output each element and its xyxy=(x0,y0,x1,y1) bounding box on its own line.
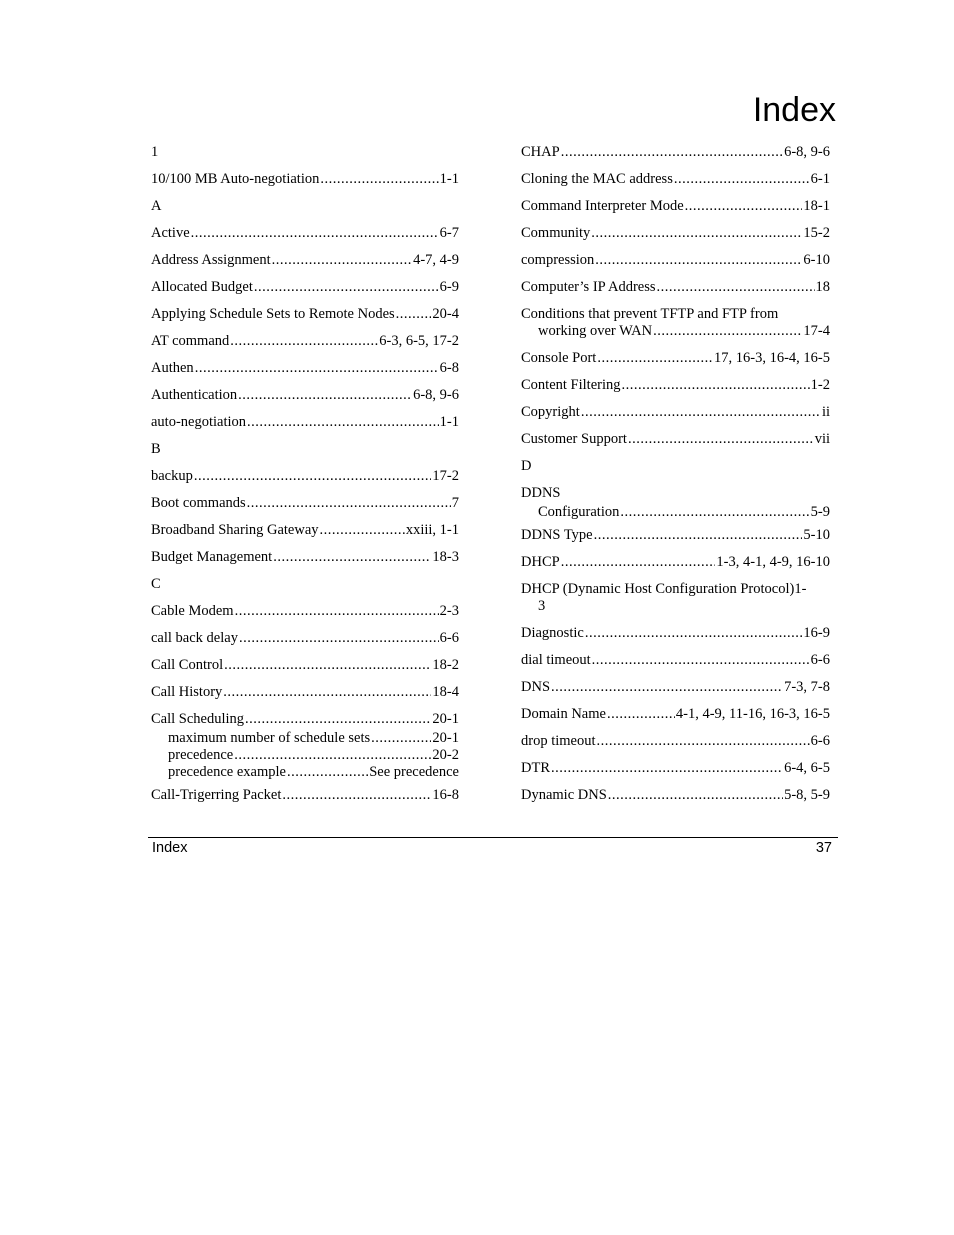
entry-pages: 1-3, 4-1, 4-9, 16-10 xyxy=(716,554,830,570)
entry-pages: 18-1 xyxy=(803,198,830,214)
index-entry xyxy=(521,679,830,696)
entry-term: Boot commands xyxy=(151,495,246,511)
index-entry xyxy=(521,733,830,750)
index-column-left xyxy=(151,144,459,814)
entry-pages: 20-1 xyxy=(432,730,459,746)
entry-term-continued: 3 xyxy=(538,598,546,614)
index-entry xyxy=(151,495,459,512)
footer-label: Index xyxy=(152,840,188,856)
dot-leader xyxy=(551,679,783,696)
entry-pages: 4-7, 4-9 xyxy=(413,252,459,268)
entry-pages: 18-2 xyxy=(432,657,459,673)
section-letter: 1 xyxy=(151,144,159,160)
entry-term: auto-negotiation xyxy=(151,414,247,430)
entry-term: Diagnostic xyxy=(521,625,584,641)
index-entry xyxy=(151,630,459,647)
index-entry xyxy=(151,414,459,431)
page-number: 37 xyxy=(815,840,832,856)
dot-leader xyxy=(597,350,713,367)
index-entry xyxy=(151,549,459,566)
entry-pages: 20-2 xyxy=(432,747,459,763)
entry-term: maximum number of schedule sets xyxy=(168,730,371,746)
entry-term: precedence example xyxy=(168,764,286,780)
index-entry xyxy=(521,404,830,421)
dot-leader xyxy=(371,730,431,747)
entry-term: AT command xyxy=(151,333,230,349)
dot-leader xyxy=(551,760,783,777)
index-entry xyxy=(151,603,459,620)
dot-leader xyxy=(591,225,802,242)
entry-term: compression xyxy=(521,252,595,268)
entry-pages: 6-6 xyxy=(810,652,830,668)
entry-term: 10/100 MB Auto-negotiation xyxy=(151,171,320,187)
entry-pages: 15-2 xyxy=(803,225,830,241)
entry-pages: 18-3 xyxy=(432,549,459,565)
entry-pages: 16-9 xyxy=(803,625,830,641)
section-letter: D xyxy=(521,458,532,474)
entry-pages: 18-4 xyxy=(432,684,459,700)
entry-term: Active xyxy=(151,225,190,241)
index-entry xyxy=(151,657,459,674)
section-letter: B xyxy=(151,441,161,457)
dot-leader xyxy=(561,144,783,161)
index-subentry xyxy=(151,730,459,747)
dot-leader xyxy=(620,504,809,521)
index-entry xyxy=(151,279,459,296)
entry-continuation xyxy=(521,323,830,340)
entry-term: CHAP xyxy=(521,144,560,160)
entry-pages: 17-4 xyxy=(803,323,830,339)
index-subentry xyxy=(521,504,830,521)
entry-pages: 16-8 xyxy=(432,787,459,803)
entry-pages: xxiii, 1-1 xyxy=(405,522,459,538)
entry-term: call back delay xyxy=(151,630,238,646)
entry-pages: 6-6 xyxy=(439,630,459,646)
dot-leader xyxy=(224,657,431,674)
entry-term: DDNS Type xyxy=(521,527,593,543)
dot-leader xyxy=(581,404,821,421)
index-entry xyxy=(521,377,830,394)
entry-pages: 5-10 xyxy=(803,527,830,543)
index-entry xyxy=(521,431,830,448)
entry-pages: 5-9 xyxy=(810,504,830,520)
dot-leader xyxy=(235,603,439,620)
dot-leader xyxy=(191,225,439,242)
index-entry xyxy=(151,360,459,377)
index-entry xyxy=(521,527,830,544)
index-entry xyxy=(521,198,830,215)
dot-leader xyxy=(272,252,412,269)
index-entry xyxy=(151,225,459,242)
entry-term: Command Interpreter Mode xyxy=(521,198,684,214)
index-column-right xyxy=(521,144,830,814)
dot-leader xyxy=(247,414,439,431)
entry-pages: 4-1, 4-9, 11-16, 16-3, 16-5 xyxy=(675,706,830,722)
dot-leader xyxy=(238,387,412,404)
entry-term: Broadband Sharing Gateway xyxy=(151,522,319,538)
entry-pages: 6-8 xyxy=(439,360,459,376)
entry-term: Configuration xyxy=(538,504,620,520)
dot-leader xyxy=(247,495,451,512)
dot-leader xyxy=(234,747,431,764)
section-letter: C xyxy=(151,576,161,592)
entry-pages: 6-10 xyxy=(803,252,830,268)
index-entry xyxy=(151,711,459,728)
dot-leader xyxy=(195,360,439,377)
footer-divider xyxy=(148,837,838,838)
index-entry xyxy=(151,171,459,188)
index-entry xyxy=(521,350,830,367)
entry-term: backup xyxy=(151,468,193,484)
index-entry xyxy=(151,333,459,350)
index-entry xyxy=(521,225,830,242)
dot-leader xyxy=(608,787,783,804)
index-subentry xyxy=(151,747,459,764)
entry-term: Call Control xyxy=(151,657,224,673)
dot-leader xyxy=(628,431,814,448)
dot-leader xyxy=(585,625,803,642)
dot-leader xyxy=(685,198,803,215)
entry-term: Domain Name xyxy=(521,706,606,722)
entry-term: Call History xyxy=(151,684,223,700)
entry-term: Cable Modem xyxy=(151,603,234,619)
entry-term: Computer’s IP Address xyxy=(521,279,656,295)
entry-term: drop timeout xyxy=(521,733,596,749)
entry-term: Call Scheduling xyxy=(151,711,245,727)
entry-pages: 6-7 xyxy=(439,225,459,241)
dot-leader xyxy=(320,171,438,188)
dot-leader xyxy=(223,684,431,701)
index-entry xyxy=(151,468,459,485)
entry-term: Content Filtering xyxy=(521,377,621,393)
index-entry xyxy=(521,706,830,723)
dot-leader xyxy=(561,554,716,571)
dot-leader xyxy=(592,652,810,669)
entry-pages: 20-4 xyxy=(432,306,459,322)
entry-pages: 1-2 xyxy=(810,377,830,393)
index-subentry xyxy=(151,764,459,781)
dot-leader xyxy=(245,711,431,728)
entry-pages: 6-8, 9-6 xyxy=(413,387,459,403)
entry-term: Call-Trigerring Packet xyxy=(151,787,282,803)
index-entry xyxy=(521,554,830,571)
entry-pages: 17, 16-3, 16-4, 16-5 xyxy=(714,350,830,366)
entry-pages: 18 xyxy=(815,279,830,295)
dot-leader xyxy=(621,377,809,394)
dot-leader xyxy=(254,279,439,296)
entry-pages: 20-1 xyxy=(432,711,459,727)
dot-leader xyxy=(595,252,802,269)
dot-leader xyxy=(657,279,815,296)
index-entry xyxy=(151,684,459,701)
entry-term: DHCP xyxy=(521,554,560,570)
entry-term: Applying Schedule Sets to Remote Nodes xyxy=(151,306,395,322)
page-title: Index xyxy=(752,91,836,129)
entry-pages: 7 xyxy=(451,495,459,511)
dot-leader xyxy=(597,733,810,750)
entry-pages: See precedence xyxy=(369,764,459,780)
entry-term: Console Port xyxy=(521,350,597,366)
entry-pages: 1-1 xyxy=(439,414,459,430)
index-entry xyxy=(521,279,830,296)
index-entry xyxy=(521,171,830,188)
dot-leader xyxy=(396,306,432,323)
dot-leader xyxy=(230,333,378,350)
dot-leader xyxy=(194,468,432,485)
entry-pages: 1-1 xyxy=(439,171,459,187)
index-entry-wrapped xyxy=(521,581,830,615)
entry-pages: 6-4, 6-5 xyxy=(784,760,830,776)
section-letter: A xyxy=(151,198,162,214)
entry-term-continued: working over WAN xyxy=(538,323,653,339)
dot-leader xyxy=(239,630,439,647)
dot-leader xyxy=(273,549,431,566)
entry-term: Authen xyxy=(151,360,194,376)
entry-pages: 6-9 xyxy=(439,279,459,295)
index-entry-wrapped xyxy=(521,306,830,340)
dot-leader xyxy=(282,787,431,804)
entry-term: DTR xyxy=(521,760,550,776)
entry-term: Copyright xyxy=(521,404,580,420)
entry-pages: 17-2 xyxy=(432,468,459,484)
dot-leader xyxy=(320,522,405,539)
index-entry xyxy=(521,787,830,804)
entry-continuation xyxy=(521,598,830,615)
index-entry xyxy=(521,652,830,669)
dot-leader xyxy=(674,171,810,188)
entry-pages: vii xyxy=(814,431,830,447)
entry-term: Address Assignment xyxy=(151,252,271,268)
entry-term: Budget Management xyxy=(151,549,273,565)
entry-pages: 2-3 xyxy=(439,603,459,619)
entry-term: DNS xyxy=(521,679,551,695)
index-entry xyxy=(521,252,830,269)
entry-term: Conditions that prevent TFTP and FTP from xyxy=(521,306,779,322)
dot-leader xyxy=(287,764,368,781)
entry-term: Allocated Budget xyxy=(151,279,253,295)
index-entry xyxy=(521,625,830,642)
entry-pages: 6-8, 9-6 xyxy=(784,144,830,160)
entry-term: Community xyxy=(521,225,591,241)
entry-term: Cloning the MAC address xyxy=(521,171,673,187)
dot-leader xyxy=(607,706,675,723)
index-entry xyxy=(521,144,830,161)
entry-term: Customer Support xyxy=(521,431,627,447)
index-entry xyxy=(151,787,459,804)
entry-pages: 5-8, 5-9 xyxy=(784,787,830,803)
entry-term: precedence xyxy=(168,747,234,763)
index-entry xyxy=(151,306,459,323)
dot-leader xyxy=(653,323,802,340)
entry-term: Dynamic DNS xyxy=(521,787,607,803)
entry-term: DHCP (Dynamic Host Configuration Protocol)1- xyxy=(521,581,807,597)
index-entry xyxy=(151,522,459,539)
index-entry xyxy=(151,252,459,269)
entry-term: Authentication xyxy=(151,387,238,403)
index-entry xyxy=(521,760,830,777)
dot-leader xyxy=(594,527,803,544)
index-entry-heading: DDNS xyxy=(521,485,561,501)
index-entry xyxy=(151,387,459,404)
entry-pages: 6-3, 6-5, 17-2 xyxy=(379,333,459,349)
entry-pages: 6-1 xyxy=(810,171,830,187)
entry-pages: ii xyxy=(821,404,830,420)
entry-pages: 6-6 xyxy=(810,733,830,749)
entry-pages: 7-3, 7-8 xyxy=(784,679,830,695)
entry-term: dial timeout xyxy=(521,652,591,668)
